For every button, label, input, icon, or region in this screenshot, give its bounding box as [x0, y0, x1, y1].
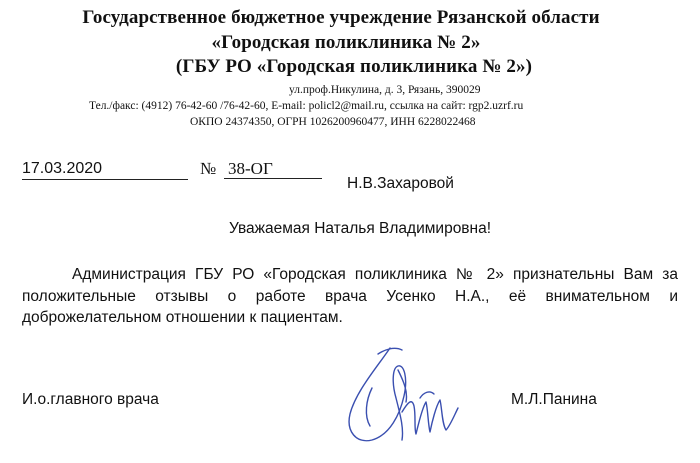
- org-contacts: Тел./факс: (4912) 76-42-60 /76-42-60, E-mail: policl2@mail.ru, ссылка на сайт: rgp2.uzrf.ru: [89, 100, 524, 112]
- org-address: ул.проф.Никулина, д. 3, Рязань, 390029: [289, 84, 481, 96]
- letter-body: Администрация ГБУ РО «Городская поликлиника № 2» признательны Вам за положительные отзывы о работе врача Усенко Н.А., её внимательном и доброжелательном отношении к пациентам.: [22, 266, 678, 326]
- document-date: 17.03.2020: [22, 159, 188, 180]
- signer-name: М.Л.Панина: [511, 391, 597, 408]
- org-name-line-1: Государственное бюджетное учреждение Рязанской области: [82, 7, 600, 28]
- org-registry-codes: ОКПО 24374350, ОГРН 1026200960477, ИНН 6228022468: [190, 116, 476, 128]
- number-sign: №: [200, 159, 217, 178]
- handwritten-signature: [338, 336, 468, 451]
- recipient-name: Н.В.Захаровой: [347, 175, 454, 192]
- signer-position: И.о.главного врача: [22, 391, 159, 408]
- signature-strokes: [349, 348, 458, 441]
- org-name-line-2: «Городская поликлиника № 2»: [211, 32, 481, 53]
- greeting: Уважаемая Наталья Владимировна!: [228, 220, 492, 237]
- org-name-line-3: (ГБУ РО «Городская поликлиника № 2»): [175, 56, 533, 77]
- document-number: 38-ОГ: [224, 159, 322, 179]
